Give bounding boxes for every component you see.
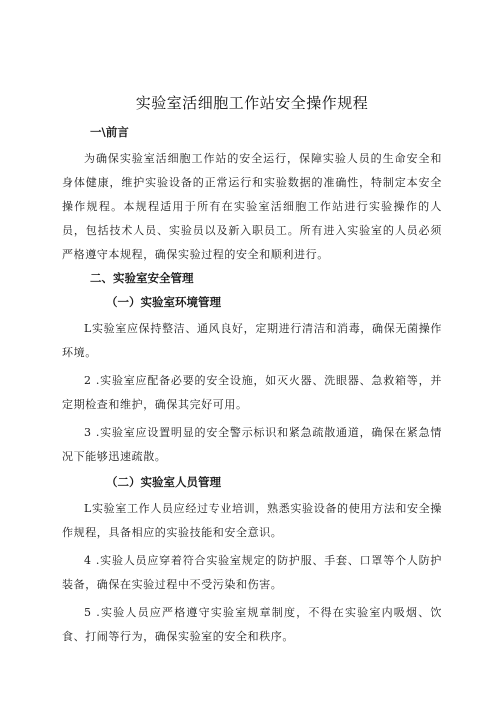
environment-item-2: 2 .实验室应配备必要的安全设施，如灭火器、洗眼器、急救箱等，并定期检查和维护，确保其完好可用。	[62, 374, 442, 411]
section-heading-preface: 一\前言	[90, 125, 129, 139]
personnel-item-3: 5 .实验人员应严格遵守实验室规章制度，不得在实验室内吸烟、饮食、打闹等行为，确保实验室的安全和秩序。	[62, 606, 442, 643]
environment-item-1: L实验室应保持整洁、通风良好，定期进行清洁和消毒，确保无菌操作环境。	[62, 322, 442, 359]
preface-paragraph: 为确保实验室活细胞工作站的安全运行，保障实验人员的生命安全和身体健康，维护实验设备的正常运行和实验数据的准确性，特制定本安全操作规程。本规程适用于所有在实验室活细胞工作站进行实验操作的人员，包括技术人员、实验员以及新入职员工。所有进入实验室的人员必须严格遵守本规程，确保实验过程的安全和顺利进行。	[62, 152, 442, 261]
document-title: 实验室活细胞工作站安全操作规程	[135, 94, 369, 112]
environment-item-3: 3 .实验室应设置明显的安全警示标识和紧急疏散通道，确保在紧急情况下能够迅速疏散。	[62, 426, 442, 463]
section-heading-safety-management: 二、实验室安全管理	[90, 271, 194, 285]
personnel-item-1: L实验室工作人员应经过专业培训，熟悉实验设备的使用方法和安全操作规程，具备相应的实验技能和安全意识。	[62, 502, 442, 539]
subsection-heading-personnel: （二）实验室人员管理	[106, 475, 221, 489]
subsection-heading-environment: （一）实验室环境管理	[106, 295, 221, 309]
personnel-item-2: 4 .实验人员应穿着符合实验室规定的防护服、手套、口罩等个人防护装备，确保在实验过程中不受污染和伤害。	[62, 554, 442, 591]
